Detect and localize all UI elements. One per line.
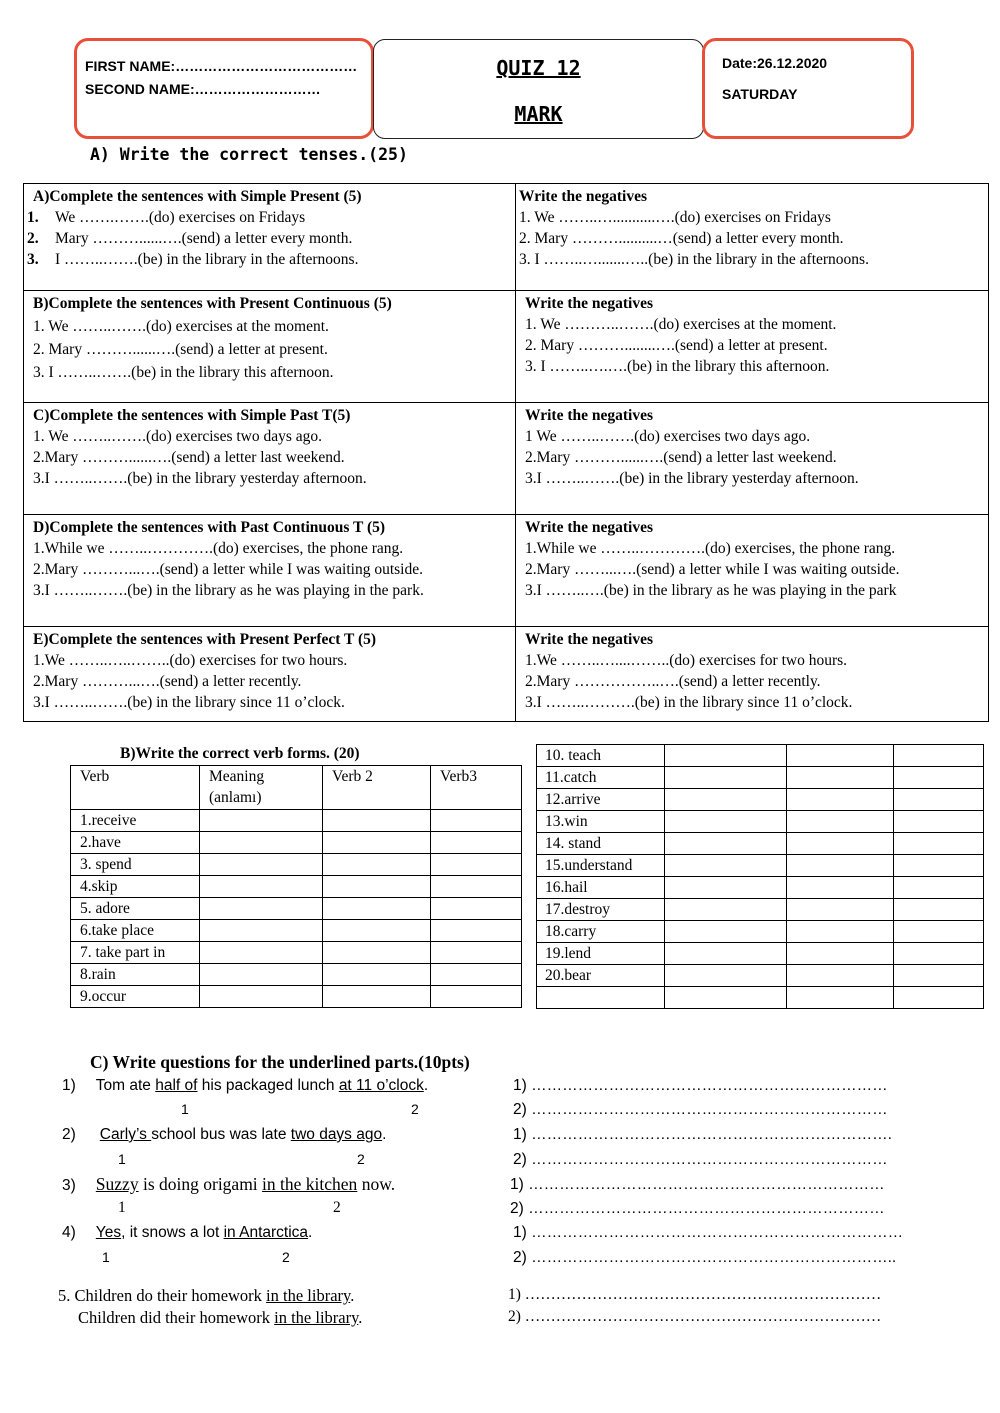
negatives-heading: Write the negatives xyxy=(525,295,653,312)
answer-line[interactable]: 2) …………………………………………………………… xyxy=(513,1101,888,1118)
answer-cell[interactable] xyxy=(200,832,323,854)
block-heading: E)Complete the sentences with Present Perfect T (5) xyxy=(33,631,377,648)
answer-line[interactable]: 1) …………………………………………………………… xyxy=(508,1286,882,1303)
verb-cell: 6.take place xyxy=(71,920,200,942)
sentence: 3. I ……..….......…..(be) in the library in the afternoons. xyxy=(519,251,869,268)
negative-cell[interactable] xyxy=(516,403,989,515)
table-row xyxy=(71,942,522,964)
date-text: Date:26.12.2020 xyxy=(722,55,828,71)
text: 5. Children do their homework xyxy=(58,1286,267,1305)
verb-cell: 18.carry xyxy=(537,921,665,943)
part-number: 2 xyxy=(411,1101,419,1117)
meaning-label: Meaning xyxy=(209,768,265,785)
negatives-heading: Write the negatives xyxy=(525,631,653,648)
answer-cell[interactable] xyxy=(431,942,522,964)
sentence: 2.Mary ………......….(send) a letter last weekend. xyxy=(525,449,837,466)
question-3 xyxy=(62,1174,395,1195)
underlined-part-1: half of xyxy=(155,1077,198,1094)
underlined-part: in the library xyxy=(266,1286,351,1305)
answer-cell[interactable] xyxy=(665,745,787,767)
sentence: 2. Mary ………..........…(send) a letter every month. xyxy=(519,230,844,247)
question-2 xyxy=(62,1126,386,1144)
tenses-table xyxy=(23,183,989,722)
question-1 xyxy=(62,1077,428,1095)
answer-cell[interactable] xyxy=(787,987,894,1009)
answer-cell[interactable] xyxy=(200,876,323,898)
table-row xyxy=(537,943,984,965)
answer-cell[interactable] xyxy=(323,920,431,942)
text: . xyxy=(350,1286,355,1305)
answer-cell[interactable] xyxy=(787,965,894,987)
verb-cell: 19.lend xyxy=(537,943,665,965)
verb-cell: 1.receive xyxy=(71,810,200,832)
table-row xyxy=(24,403,989,515)
col-header-verb: Verb xyxy=(71,766,200,810)
table-row xyxy=(537,855,984,877)
block-heading: A)Complete the sentences with Simple Present (5) xyxy=(33,188,362,205)
sentence: 3.I ……..……….(be) in the library since 11 o’clock. xyxy=(525,694,853,711)
table-row xyxy=(71,876,522,898)
answer-cell[interactable] xyxy=(665,855,787,877)
answer-cell[interactable] xyxy=(323,986,431,1008)
underlined-part: in the library xyxy=(274,1308,359,1327)
table-row xyxy=(71,986,522,1008)
item-number: 2. xyxy=(27,230,39,247)
text: his packaged lunch xyxy=(197,1077,339,1094)
answer-cell[interactable] xyxy=(323,810,431,832)
answer-cell[interactable] xyxy=(787,855,894,877)
answer-cell[interactable] xyxy=(431,832,522,854)
verb-cell: 10. teach xyxy=(537,745,665,767)
verb-cell: 4.skip xyxy=(71,876,200,898)
text: . xyxy=(358,1308,363,1327)
block-heading: D)Complete the sentences with Past Continuous T (5) xyxy=(33,519,386,536)
verb-cell: 12.arrive xyxy=(537,789,665,811)
col-header-verb2: Verb 2 xyxy=(323,766,431,810)
table-row xyxy=(537,965,984,987)
verb-table-right xyxy=(536,744,984,1009)
quiz-title: QUIZ 12 xyxy=(496,56,581,80)
sentence: 3.I ……..…….(be) in the library yesterday afternoon. xyxy=(33,470,367,487)
answer-cell[interactable] xyxy=(323,854,431,876)
sentence: We …….…….(do) exercises on Fridays xyxy=(55,209,306,226)
answer-cell[interactable] xyxy=(323,876,431,898)
exercise-cell[interactable] xyxy=(24,515,516,627)
sentence: 3. I ……..…….(be) in the library this afternoon. xyxy=(33,364,334,381)
verb-cell: 15.understand xyxy=(537,855,665,877)
answer-line[interactable]: 1) …………………………………………………………… xyxy=(513,1077,888,1094)
sentence: 1. We ……..…...........….(do) exercises on Fridays xyxy=(519,209,831,226)
answer-cell[interactable] xyxy=(323,832,431,854)
table-row xyxy=(71,920,522,942)
table-row xyxy=(71,898,522,920)
sentence: 2. Mary ………......….(send) a letter at present. xyxy=(33,341,328,358)
verb-cell: 2.have xyxy=(71,832,200,854)
answer-cell[interactable] xyxy=(200,920,323,942)
table-row xyxy=(537,899,984,921)
underlined-part-1: Carly’s xyxy=(99,1126,152,1143)
answer-line[interactable]: 1) …………………………………………………………… xyxy=(510,1176,885,1193)
answer-cell[interactable] xyxy=(894,921,984,943)
answer-cell[interactable] xyxy=(431,854,522,876)
sentence: 1.While we ……..………….(do) exercises, the phone rang. xyxy=(33,540,404,557)
answer-line[interactable]: 2) …………………………………………………………….. xyxy=(513,1249,897,1266)
table-row xyxy=(537,789,984,811)
question-5-line-2 xyxy=(78,1308,362,1328)
item-number: 1. xyxy=(27,209,39,226)
first-name-field[interactable]: FIRST NAME:………………………………… xyxy=(85,58,358,74)
col-header-verb3: Verb3 xyxy=(431,766,522,810)
answer-cell[interactable] xyxy=(431,810,522,832)
table-row xyxy=(71,854,522,876)
part-number: 1 xyxy=(118,1151,126,1167)
verb-cell: 9.occur xyxy=(71,986,200,1008)
exercise-cell[interactable] xyxy=(24,403,516,515)
part-number: 2 xyxy=(333,1199,341,1216)
answer-cell[interactable] xyxy=(787,899,894,921)
sentence: Mary ………......….(send) a letter every month. xyxy=(55,230,353,247)
underlined-part-2: in the kitchen xyxy=(262,1174,358,1194)
block-heading: B)Complete the sentences with Present Continuous (5) xyxy=(33,295,392,312)
answer-cell[interactable] xyxy=(665,811,787,833)
answer-cell[interactable] xyxy=(894,965,984,987)
answer-cell[interactable] xyxy=(665,965,787,987)
text: , it snows a lot xyxy=(121,1224,224,1241)
section-b-title: B)Write the correct verb forms. (20) xyxy=(120,745,360,762)
underlined-part-1: Suzzy xyxy=(95,1174,139,1194)
answer-line[interactable]: 1) ……………………………………………………………… xyxy=(513,1224,904,1241)
answer-cell[interactable] xyxy=(894,877,984,899)
answer-cell[interactable] xyxy=(894,987,984,1009)
answer-cell[interactable] xyxy=(665,767,787,789)
answer-cell[interactable] xyxy=(665,943,787,965)
verb-cell: 14. stand xyxy=(537,833,665,855)
table-row xyxy=(71,832,522,854)
table-row xyxy=(537,877,984,899)
negatives-heading: Write the negatives xyxy=(525,407,653,424)
answer-cell[interactable] xyxy=(787,921,894,943)
text: school bus was late xyxy=(151,1126,291,1143)
question-5 xyxy=(58,1286,354,1306)
answer-cell[interactable] xyxy=(665,789,787,811)
table-row xyxy=(537,767,984,789)
sentence: 1.We ……..…....……..(do) exercises for two hours. xyxy=(525,652,848,669)
underlined-part-2: in Antarctica xyxy=(223,1224,309,1241)
meaning-sublabel: (anlamı) xyxy=(209,789,262,806)
negative-cell[interactable] xyxy=(516,627,989,722)
answer-cell[interactable] xyxy=(894,767,984,789)
verb-cell: 17.destroy xyxy=(537,899,665,921)
answer-cell[interactable] xyxy=(431,986,522,1008)
empty-cell[interactable] xyxy=(537,987,665,1009)
answer-cell[interactable] xyxy=(665,987,787,1009)
underlined-part-2: two days ago xyxy=(290,1126,383,1143)
table-row xyxy=(537,987,984,1009)
sentence: 2.Mary ………......….(send) a letter last weekend. xyxy=(33,449,345,466)
table-row xyxy=(71,964,522,986)
verb-cell: 8.rain xyxy=(71,964,200,986)
verb-cell: 3. spend xyxy=(71,854,200,876)
question-4 xyxy=(62,1224,312,1242)
question-number: 1) xyxy=(62,1077,76,1094)
exercise-cell[interactable] xyxy=(24,627,516,722)
title-box xyxy=(373,39,704,139)
answer-cell[interactable] xyxy=(894,855,984,877)
sentence: 2.Mary ………...….(send) a letter while I was waiting outside. xyxy=(33,561,423,578)
answer-cell[interactable] xyxy=(665,899,787,921)
answer-cell[interactable] xyxy=(787,767,894,789)
sentence: 1 We ……..…….(do) exercises two days ago. xyxy=(525,428,811,445)
answer-cell[interactable] xyxy=(323,964,431,986)
answer-cell[interactable] xyxy=(787,811,894,833)
answer-cell[interactable] xyxy=(894,833,984,855)
answer-cell[interactable] xyxy=(894,943,984,965)
text: now. xyxy=(357,1174,396,1194)
table-row xyxy=(24,627,989,722)
answer-cell[interactable] xyxy=(787,745,894,767)
answer-cell[interactable] xyxy=(200,942,323,964)
answer-cell[interactable] xyxy=(200,854,323,876)
answer-cell[interactable] xyxy=(894,745,984,767)
part-number: 2 xyxy=(282,1249,290,1265)
sentence: 2.Mary ……………..….(send) a letter recently. xyxy=(525,673,821,690)
table-row xyxy=(24,291,989,403)
sentence: 3.I ……..…….(be) in the library yesterday afternoon. xyxy=(525,470,859,487)
answer-cell[interactable] xyxy=(894,789,984,811)
table-row xyxy=(537,833,984,855)
table-row xyxy=(24,184,989,291)
exercise-cell[interactable] xyxy=(24,184,516,291)
answer-cell[interactable] xyxy=(787,877,894,899)
exercise-cell[interactable] xyxy=(24,291,516,403)
sentence: 1. We ……..…….(do) exercises two days ago. xyxy=(33,428,323,445)
sentence: 2.Mary ……...….(send) a letter while I was waiting outside. xyxy=(525,561,900,578)
sentence: 1.While we ……..………….(do) exercises, the phone rang. xyxy=(525,540,896,557)
text: Tom ate xyxy=(95,1077,156,1094)
verb-cell: 16.hail xyxy=(537,877,665,899)
answer-cell[interactable] xyxy=(200,964,323,986)
verb-cell: 5. adore xyxy=(71,898,200,920)
sentence: 1. We ………..…….(do) exercises at the moment. xyxy=(525,316,837,333)
sentence: I ……..…….(be) in the library in the afternoons. xyxy=(55,251,359,268)
answer-cell[interactable] xyxy=(431,964,522,986)
underlined-part-2: at 11 o’clock xyxy=(338,1077,424,1094)
part-number: 1 xyxy=(102,1249,110,1265)
col-header-meaning xyxy=(200,766,323,810)
answer-cell[interactable] xyxy=(787,943,894,965)
answer-cell[interactable] xyxy=(894,899,984,921)
negative-cell[interactable] xyxy=(516,291,989,403)
text: Children did their homework xyxy=(78,1308,275,1327)
date-box xyxy=(702,38,914,139)
block-heading: C)Complete the sentences with Simple Past T(5) xyxy=(33,407,351,424)
section-c-title: C) Write questions for the underlined parts.(10pts) xyxy=(90,1052,470,1072)
day-text: SATURDAY xyxy=(722,86,798,102)
answer-cell[interactable] xyxy=(665,833,787,855)
section-a-title: A) Write the correct tenses.(25) xyxy=(90,145,408,164)
table-row xyxy=(537,921,984,943)
question-number: 2) xyxy=(62,1126,76,1143)
negatives-heading: Write the negatives xyxy=(519,188,647,205)
sentence: 1. We ……..…….(do) exercises at the moment. xyxy=(33,318,329,335)
sentence: 2. Mary ………........….(send) a letter at present. xyxy=(525,337,828,354)
item-number: 3. xyxy=(27,251,39,268)
sentence: 2.Mary ………...….(send) a letter recently. xyxy=(33,673,302,690)
sentence: 3.I ……..….(be) in the library as he was playing in the park xyxy=(525,582,897,599)
answer-cell[interactable] xyxy=(894,811,984,833)
answer-cell[interactable] xyxy=(665,877,787,899)
answer-cell[interactable] xyxy=(323,898,431,920)
answer-line[interactable]: 2) …………………………………………………………… xyxy=(510,1200,885,1217)
answer-cell[interactable] xyxy=(431,898,522,920)
table-row xyxy=(24,515,989,627)
table-row xyxy=(537,811,984,833)
answer-cell[interactable] xyxy=(665,921,787,943)
text: is doing origami xyxy=(138,1174,263,1194)
part-number: 2 xyxy=(357,1151,365,1167)
answer-line[interactable]: 1) ……………………………………………………………. xyxy=(513,1126,892,1143)
text: . xyxy=(308,1224,313,1241)
second-name-field[interactable]: SECOND NAME:……………………… xyxy=(85,81,321,97)
answer-cell[interactable] xyxy=(200,986,323,1008)
question-number: 3) xyxy=(62,1177,76,1194)
answer-cell[interactable] xyxy=(787,833,894,855)
question-number: 4) xyxy=(62,1224,76,1241)
table-header-row xyxy=(71,766,522,810)
part-number: 1 xyxy=(118,1199,126,1216)
answer-cell[interactable] xyxy=(200,898,323,920)
negative-cell[interactable] xyxy=(516,515,989,627)
sentence: 3.I ……..…….(be) in the library as he was playing in the park. xyxy=(33,582,424,599)
sentence: 3. I ……..….….(be) in the library this afternoon. xyxy=(525,358,830,375)
answer-line[interactable]: 2) …………………………………………………………… xyxy=(508,1308,882,1325)
sentence: 1.We ……..…..……..(do) exercises for two hours. xyxy=(33,652,348,669)
mark-label: MARK xyxy=(514,102,563,126)
verb-cell: 13.win xyxy=(537,811,665,833)
table-row xyxy=(537,745,984,767)
negative-cell[interactable] xyxy=(516,184,989,291)
answer-cell[interactable] xyxy=(431,920,522,942)
answer-cell[interactable] xyxy=(431,876,522,898)
answer-cell[interactable] xyxy=(787,789,894,811)
text: . xyxy=(423,1077,429,1094)
name-box xyxy=(74,38,374,139)
verb-cell: 11.catch xyxy=(537,767,665,789)
answer-cell[interactable] xyxy=(323,942,431,964)
negatives-heading: Write the negatives xyxy=(525,519,653,536)
part-number: 1 xyxy=(181,1101,189,1117)
answer-cell[interactable] xyxy=(200,810,323,832)
text: . xyxy=(382,1126,387,1143)
verb-table-left xyxy=(70,765,522,1008)
verb-cell: 20.bear xyxy=(537,965,665,987)
verb-cell: 7. take part in xyxy=(71,942,200,964)
table-row xyxy=(71,810,522,832)
sentence: 3.I ……..…….(be) in the library since 11 o’clock. xyxy=(33,694,345,711)
underlined-part-1: Yes xyxy=(95,1224,122,1241)
answer-line[interactable]: 2) …………………………………………………………… xyxy=(513,1151,888,1168)
